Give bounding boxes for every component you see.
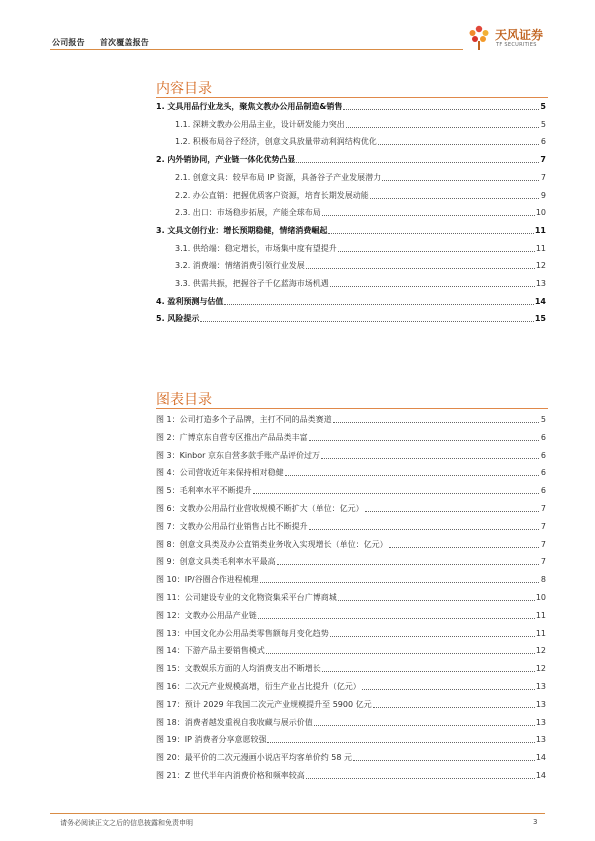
- entry-label: 3.3. 供需共振，把握谷子千亿蓝海市场机遇: [175, 279, 329, 288]
- dot-leader: [260, 582, 539, 583]
- toc-section-entry[interactable]: [175, 279, 546, 289]
- dot-leader: [353, 760, 535, 761]
- dot-leader: [338, 600, 535, 601]
- entry-label: 图 12：文教办公用品产业链: [156, 610, 257, 620]
- entry-label: 2.1. 创意文具：较早布局 IP 资源，具备谷子产业发展潜力: [175, 172, 382, 182]
- dot-leader: [389, 547, 539, 548]
- entry-label: 图 10：IP/谷圈合作进程梳理: [156, 575, 259, 585]
- entry-page-number: 7: [540, 172, 546, 182]
- report-subcategory: 首次覆盖报告: [99, 38, 150, 47]
- entry-page-number: 13: [535, 735, 546, 745]
- dot-leader: [266, 653, 535, 654]
- contents-title-rule: [156, 97, 548, 98]
- entry-page-number: 12: [535, 664, 546, 674]
- figure-entry[interactable]: [156, 682, 546, 692]
- entry-label: 图 15：文教娱乐方面的人均消费支出不断增长: [156, 664, 321, 674]
- dot-leader: [296, 162, 539, 163]
- header-divider: [50, 49, 463, 50]
- figure-entry[interactable]: [156, 753, 546, 763]
- dot-leader: [277, 564, 539, 565]
- entry-label: 1.1. 深耕文教办公用品主业，设计研发能力突出: [175, 119, 345, 129]
- entry-page-number: 15: [534, 314, 546, 324]
- entry-label: 图 13：中国文化办公用品类零售额每月变化趋势: [156, 628, 329, 638]
- logo-english-name: TF SECURITIES: [496, 42, 537, 48]
- toc-section-entry[interactable]: [175, 173, 546, 183]
- entry-page-number: 13: [535, 279, 546, 288]
- report-type-header: [52, 37, 161, 48]
- entry-label: 5. 风险提示: [156, 314, 200, 324]
- entry-page-number: 6: [540, 137, 546, 147]
- entry-label: 4. 盈利预测与估值: [156, 296, 224, 306]
- dot-leader: [378, 144, 539, 145]
- entry-page-number: 9: [540, 190, 546, 200]
- dot-leader: [306, 778, 535, 779]
- entry-label: 图 16：二次元产业规模高增，衍生产业占比提升（亿元）: [156, 682, 361, 691]
- dot-leader: [285, 475, 539, 476]
- figure-entry[interactable]: [156, 451, 546, 461]
- entry-page-number: 6: [540, 432, 546, 442]
- dot-leader: [333, 422, 539, 423]
- entry-label: 图 6：文教办公用品行业营收规模不断扩大（单位：亿元）: [156, 504, 364, 513]
- dot-leader: [346, 127, 539, 128]
- entry-page-number: 13: [535, 682, 546, 691]
- toc-section-entry[interactable]: [175, 261, 546, 271]
- entry-page-number: 13: [535, 699, 546, 709]
- toc-section-entry[interactable]: [175, 191, 546, 201]
- entry-label: 图 11：公司建设专业的文化物资集采平台广博商城: [156, 593, 337, 602]
- toc-section-entry[interactable]: [175, 120, 546, 130]
- dot-leader: [330, 636, 535, 637]
- entry-label: 图 4：公司营收近年来保持相对稳健: [156, 468, 284, 478]
- entry-page-number: 7: [540, 155, 546, 165]
- entry-page-number: 12: [535, 261, 546, 271]
- entry-label: 3.1. 供给端：稳定增长，市场集中度有望提升: [175, 243, 337, 253]
- dot-leader: [370, 198, 539, 199]
- toc-section-entry[interactable]: [175, 208, 546, 218]
- entry-label: 图 3：Kinbor 京东自营多款手账产品评价过万: [156, 450, 320, 460]
- entry-label: 1.2. 积极布局谷子经济，创意文具放量带动利润结构优化: [175, 137, 377, 147]
- entry-label: 2.2. 办公直销：把握优质客户资源，培育长期发展动能: [175, 190, 369, 200]
- figure-entry[interactable]: [156, 718, 546, 728]
- entry-page-number: 6: [540, 450, 546, 460]
- dot-leader: [309, 440, 539, 441]
- entry-label: 图 20：最平价的二次元漫画小说店平均客单价约 58 元: [156, 753, 352, 763]
- logo-chinese-name: 天风证券: [495, 28, 544, 42]
- entry-label: 图 7：文教办公用品行业销售占比不断提升: [156, 521, 308, 531]
- report-category: 公司报告: [52, 38, 85, 47]
- figure-entry[interactable]: [156, 629, 546, 639]
- entry-label: 图 19：IP 消费者分享意愿较强: [156, 735, 267, 745]
- figures-title-rule: [156, 408, 548, 409]
- entry-page-number: 5: [540, 415, 546, 424]
- dot-leader: [200, 321, 533, 322]
- dot-leader: [330, 286, 535, 287]
- dot-leader: [314, 725, 535, 726]
- figure-entry[interactable]: [156, 486, 546, 496]
- dot-leader: [322, 215, 535, 216]
- dot-leader: [338, 251, 535, 252]
- company-logo: [467, 22, 567, 58]
- figure-entry[interactable]: [156, 664, 546, 674]
- dot-leader: [306, 268, 535, 269]
- entry-label: 图 17：预计 2029 年我国二次元产业规模提升至 5900 亿元: [156, 699, 372, 709]
- entry-page-number: 7: [540, 521, 546, 531]
- figure-entry[interactable]: [156, 575, 546, 585]
- entry-label: 图 14：下游产品主要销售模式: [156, 646, 265, 656]
- entry-page-number: 5: [540, 102, 546, 111]
- entry-label: 1. 文具用品行业龙头，聚焦文教办公用品制造&销售: [156, 102, 343, 111]
- figure-entry[interactable]: [156, 468, 546, 478]
- entry-page-number: 11: [535, 610, 546, 620]
- dot-leader: [321, 458, 539, 459]
- dot-leader: [253, 493, 539, 494]
- entry-label: 图 1：公司打造多个子品牌，主打不同的品类赛道: [156, 415, 332, 424]
- entry-page-number: 6: [540, 486, 546, 496]
- contents-title: 内容目录: [156, 81, 212, 97]
- footer-divider: [50, 813, 545, 814]
- dot-leader: [267, 742, 534, 743]
- dot-leader: [343, 109, 539, 110]
- dot-leader: [365, 511, 539, 512]
- entry-page-number: 7: [540, 504, 546, 513]
- entry-page-number: 8: [540, 575, 546, 585]
- figure-entry[interactable]: [156, 646, 546, 656]
- dot-leader: [362, 689, 535, 690]
- figure-entry[interactable]: [156, 611, 546, 621]
- entry-page-number: 6: [540, 468, 546, 478]
- entry-page-number: 11: [534, 225, 546, 235]
- dot-leader: [328, 233, 533, 234]
- entry-page-number: 11: [535, 243, 546, 253]
- toc-chapter-entry[interactable]: [156, 102, 546, 112]
- dot-leader: [224, 304, 533, 305]
- entry-label: 图 21：Z 世代半年内消费价格和频率较高: [156, 771, 305, 780]
- figure-entry[interactable]: [156, 504, 546, 514]
- figure-entry[interactable]: [156, 557, 546, 567]
- entry-page-number: 14: [535, 771, 546, 780]
- toc-section-entry[interactable]: [175, 137, 546, 147]
- flower-logo-icon: [467, 22, 491, 52]
- entry-label: 图 2：广博京东自营专区推出产品品类丰富: [156, 432, 308, 442]
- page-number: 3: [533, 818, 538, 826]
- entry-page-number: 7: [540, 557, 546, 567]
- figure-entry[interactable]: [156, 522, 546, 532]
- entry-page-number: 12: [535, 646, 546, 656]
- toc-chapter-entry[interactable]: [156, 226, 546, 236]
- entry-label: 3.2. 消费端：情绪消费引领行业发展: [175, 261, 305, 271]
- dot-leader: [309, 529, 539, 530]
- figure-entry[interactable]: [156, 593, 546, 603]
- figure-entry[interactable]: [156, 540, 546, 550]
- entry-page-number: 10: [535, 593, 546, 602]
- entry-page-number: 10: [535, 208, 546, 218]
- figure-entry[interactable]: [156, 735, 546, 745]
- disclaimer-text: 请务必阅读正文之后的信息披露和免责申明: [60, 819, 193, 827]
- toc-chapter-entry[interactable]: [156, 314, 546, 324]
- dot-leader: [258, 618, 535, 619]
- entry-label: 2.3. 出口：市场稳步拓展，产能全球布局: [175, 208, 321, 218]
- entry-page-number: 5: [540, 119, 546, 129]
- figure-entry[interactable]: [156, 433, 546, 443]
- figure-entry[interactable]: [156, 415, 546, 425]
- entry-label: 3. 文具文创行业：增长预期稳健，情绪消费崛起: [156, 225, 328, 235]
- entry-label: 图 5：毛利率水平不断提升: [156, 486, 252, 496]
- toc-chapter-entry[interactable]: [156, 297, 546, 307]
- entry-page-number: 13: [535, 717, 546, 727]
- entry-label: 图 8：创意文具类及办公直销类业务收入实现增长（单位：亿元）: [156, 539, 388, 549]
- entry-label: 2. 内外销协同，产业链一体化优势凸显: [156, 155, 296, 165]
- toc-section-entry[interactable]: [175, 244, 546, 254]
- figure-entry[interactable]: [156, 700, 546, 710]
- entry-page-number: 14: [534, 296, 546, 306]
- entry-page-number: 11: [535, 628, 546, 638]
- dot-leader: [382, 180, 539, 181]
- figure-entry[interactable]: [156, 771, 546, 781]
- toc-chapter-entry[interactable]: [156, 155, 546, 165]
- figures-title: 图表目录: [156, 392, 212, 408]
- dot-leader: [373, 707, 535, 708]
- dot-leader: [322, 671, 535, 672]
- entry-page-number: 7: [540, 539, 546, 549]
- entry-label: 图 18：消费者越发重视自我收藏与展示价值: [156, 717, 313, 727]
- entry-label: 图 9：创意文具类毛利率水平最高: [156, 557, 276, 567]
- entry-page-number: 14: [535, 753, 546, 763]
